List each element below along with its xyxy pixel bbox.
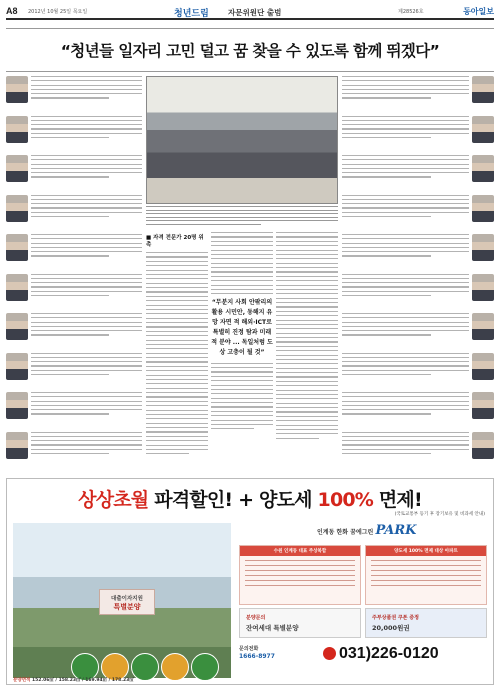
portrait-photo xyxy=(472,76,494,103)
portrait-photo xyxy=(6,313,28,340)
ad-info-panel xyxy=(239,523,489,679)
article-column xyxy=(211,232,273,433)
portrait-photo xyxy=(6,116,28,143)
advisor-profile xyxy=(342,155,494,192)
info-box: 수원 인계동 대표 주상복합 xyxy=(239,545,361,605)
advisor-profile xyxy=(342,353,494,390)
advisor-profile xyxy=(342,313,494,350)
phone-icon xyxy=(323,647,336,660)
portrait-photo xyxy=(6,392,28,419)
feature-bubble xyxy=(191,653,219,681)
date: 2012년 10월 25일 목요일 xyxy=(28,9,88,15)
portrait-photo xyxy=(6,76,28,103)
advisor-profile xyxy=(6,234,142,271)
advisor-profile xyxy=(6,432,142,469)
left-profile-column xyxy=(6,76,142,471)
portrait-photo xyxy=(472,392,494,419)
issue-number: 제28526호 xyxy=(398,9,424,15)
ad-headline: 상상초월 파격할인! + 양도세 100% 면제! xyxy=(78,489,422,511)
portrait-photo xyxy=(6,432,28,459)
article-column xyxy=(146,232,208,458)
real-estate-advertisement xyxy=(6,478,494,685)
portrait-photo xyxy=(6,234,28,261)
portrait-photo xyxy=(6,353,28,380)
portrait-photo xyxy=(6,155,28,182)
advisor-profile xyxy=(6,195,142,232)
group-photo xyxy=(146,76,338,204)
advisor-profile xyxy=(342,116,494,153)
brand-logo: 인계동 한화 꿈에그린 PARK xyxy=(317,523,417,538)
advisor-profile xyxy=(6,76,142,113)
advisor-profile xyxy=(342,76,494,113)
advisor-profile xyxy=(6,274,142,311)
ad-note: (국토교통부 등기 후 장기보유 및 비과세 안내) xyxy=(394,512,485,517)
phone-number: 031)226-0120 xyxy=(323,645,439,663)
advisor-profile xyxy=(6,353,142,390)
portrait-photo xyxy=(472,155,494,182)
publisher-logo: 동아일보 xyxy=(463,6,494,16)
advisor-profile xyxy=(342,195,494,232)
advisor-profile xyxy=(342,432,494,469)
advisor-profile xyxy=(6,116,142,153)
advisor-profile xyxy=(6,313,142,350)
portrait-photo xyxy=(6,195,28,222)
headline: “청년들 일자리 고민 덜고 꿈 찾을 수 있도록 함께 뛰겠다” xyxy=(6,28,494,72)
feature-bubble xyxy=(131,653,159,681)
promo-box: 분양문의 잔여세대 특별분양 xyxy=(239,608,361,638)
pull-quote: “무분지 사회 안팎리의 활용 시민안, 동해지 유망 자면 적 해외·ICT로 특별히 진정 탐과 미래적 분야 ... 독일처럼 도 상 고충이 될 것” xyxy=(211,298,273,356)
article-subhead: ■ 자격 전문가 20명 위촉 xyxy=(146,235,204,248)
photo-caption xyxy=(146,206,338,228)
page-number: A8 xyxy=(6,6,18,16)
right-profile-column xyxy=(342,76,494,471)
section-title: 청년드림 xyxy=(174,9,209,19)
feature-bubble xyxy=(161,653,189,681)
coupon-box: 주부상품권 쿠폰 증정 20,000원권 xyxy=(365,608,487,638)
apartment-rendering xyxy=(13,523,231,678)
portrait-photo xyxy=(472,313,494,340)
advisor-profile xyxy=(342,392,494,429)
portrait-photo xyxy=(472,432,494,459)
advisor-profile xyxy=(6,392,142,429)
ad-badge: 대출이자지원 특별분양 xyxy=(99,589,155,615)
advisor-profile xyxy=(6,155,142,192)
portrait-photo xyxy=(6,274,28,301)
small-phone: 문의전화 1666-8977 xyxy=(239,646,275,660)
article-column xyxy=(276,232,338,442)
portrait-photo xyxy=(472,274,494,301)
advisor-profile xyxy=(342,234,494,271)
unit-sizes: 분양면적 152.06㎡ / 158.23㎡ / 169.94㎡ / 178.23㎡ xyxy=(13,678,134,683)
portrait-photo xyxy=(472,116,494,143)
advisor-profile xyxy=(342,274,494,311)
page-header xyxy=(6,6,494,20)
portrait-photo xyxy=(472,234,494,261)
section-subtitle: 자문위원단 출범 xyxy=(228,8,282,17)
portrait-photo xyxy=(472,353,494,380)
info-box: 양도세 100% 면제 대상 아파트 xyxy=(365,545,487,605)
portrait-photo xyxy=(472,195,494,222)
